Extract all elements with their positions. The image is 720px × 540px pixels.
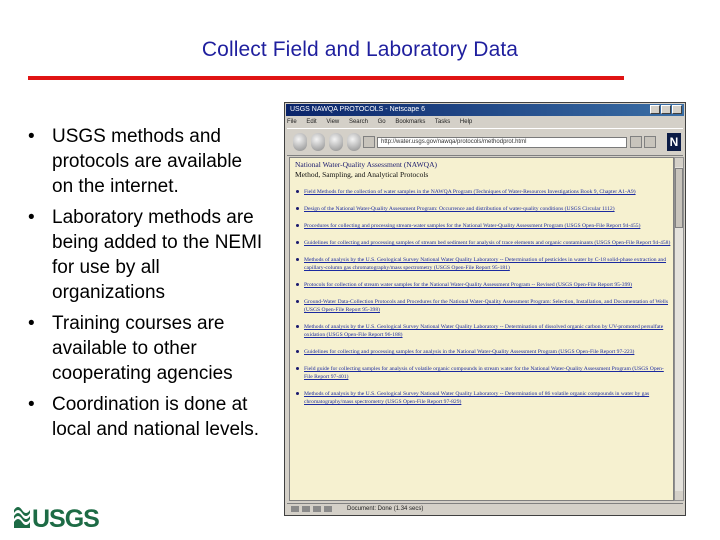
menu-file[interactable]: File [287,119,297,125]
bullet-marker: • [28,126,35,147]
mail-icon[interactable] [291,506,299,512]
reload-button[interactable] [329,133,343,151]
menu-tasks[interactable]: Tasks [434,119,451,125]
browser-titlebar [286,104,684,116]
document-link[interactable]: Guidelines for collecting and processing samples for analysis in the National Water-Quality Assessment Program (USGS Open-File Report 97-223) [304,348,672,356]
status-text: Document: Done (1.34 secs) [347,506,424,512]
bullet-item [26,311,266,386]
bullet-marker: • [28,394,35,415]
scroll-up-icon[interactable] [675,158,683,167]
address-book-icon[interactable] [324,506,332,512]
maximize-button[interactable] [661,105,671,114]
menu-edit[interactable]: Edit [306,119,317,125]
document-link[interactable]: Procedures for collecting and processing stream-water samples for the National Water-Quality Assessment Program (USGS Open-File Report 94-455) [304,222,672,230]
usgs-logo [14,502,110,530]
menu-bar [287,117,683,127]
bullet-item [26,124,266,199]
page-heading-line2: Method, Sampling, and Analytical Protocols [295,170,429,179]
scroll-down-icon[interactable] [675,491,683,500]
web-page [289,157,674,501]
document-link[interactable]: Methods of analysis by the U.S. Geological Survey National Water Quality Laboratory -- Determination of dissolved organic carbon by UV-promoted persulfate oxidation (USGS Open-File Report 96-188) [304,323,672,339]
bullet-marker: • [28,313,35,334]
document-link[interactable]: Field Methods for the collection of water samples in the NAWQA Program (Techniques of Water-Resources Investigations Book 9, Chapter A1-A9) [304,188,672,196]
page-heading [295,160,437,180]
menu-view[interactable]: View [326,119,340,125]
print-button[interactable] [644,136,656,148]
location-bar[interactable]: http://water.usgs.gov/nawqa/protocols/methodprot.html [377,137,627,148]
document-link[interactable]: Field guide for collecting samples for analysis of volatile organic compounds in stream water for the National Water-Quality Assessment Program (USGS Open-File Report 97-401) [304,365,672,381]
menu-search[interactable]: Search [348,119,368,125]
menu-bookmarks[interactable]: Bookmarks [395,119,426,125]
forward-button[interactable] [311,133,325,151]
page-scrollbar[interactable] [674,157,684,501]
minimize-button[interactable] [650,105,660,114]
title-divider [28,76,624,80]
document-link[interactable]: Design of the National Water-Quality Assessment Program: Occurrence and distribution of water-quality conditions (USGS Circular 1112) [304,205,672,213]
browser-window [284,102,686,516]
document-link[interactable]: Guidelines for collecting and processing samples of stream bed sediment for analysis of trace elements and organic contaminants (USGS Open-File Report 94-458) [304,240,671,246]
close-button[interactable] [672,105,682,114]
menu-help[interactable]: Help [459,119,473,125]
menu-go[interactable]: Go [377,119,386,125]
bullet-text: USGS methods and protocols are available on the internet. [52,126,243,197]
window-title: USGS NAWQA PROTOCOLS - Netscape 6 [290,106,425,113]
bullet-text: Coordination is done at local and national levels. [52,394,260,440]
search-button[interactable] [630,136,642,148]
document-link[interactable]: Protocols for collection of stream water samples for the National Water-Quality Assessment Program -- Revised (USGS Open-File Report 95-399) [304,281,672,289]
status-bar [287,503,683,514]
document-link[interactable]: Methods of analysis by the U.S. Geological Survey National Water Quality Laboratory -- Determination of 86 volatile organic compounds in water by gas chromatography/mass spectrometry (USGS Open-File Report 97-829) [304,390,672,406]
navigator-icon[interactable] [302,506,310,512]
bullet-list [26,124,266,448]
composer-icon[interactable] [313,506,321,512]
bullet-marker: • [28,207,35,228]
bullet-item [26,392,266,442]
back-button[interactable] [293,133,307,151]
page-heading-line1: National Water-Quality Assessment (NAWQA) [295,160,438,169]
scroll-thumb[interactable] [675,168,683,228]
browser-toolbar [287,128,683,156]
bullet-text: Laboratory methods are being added to the NEMI for use by all organizations [52,207,263,303]
usgs-logo-text: USGS [32,505,99,530]
bullet-text: Training courses are available to other cooperating agencies [52,313,233,384]
bookmark-icon[interactable] [363,136,375,148]
bullet-item [26,205,266,305]
document-link[interactable]: Ground-Water Data-Collection Protocols and Procedures for the National Water-Quality Assessment Program: Selection, Installation, and Documentation of Wells (USGS Open-File Report 95-398) [304,298,672,314]
document-link[interactable]: Methods of analysis by the U.S. Geological Survey National Water Quality Laboratory -- Determination of pesticides in water by C-18 solid-phase extraction and capillary-column gas chromatography/mass spectrometry (USGS Open-File Report 95-181) [304,256,672,272]
document-link-list [304,188,672,415]
stop-button[interactable] [347,133,361,151]
netscape-logo: N [667,133,681,151]
slide-title: Collect Field and Laboratory Data [201,38,519,61]
